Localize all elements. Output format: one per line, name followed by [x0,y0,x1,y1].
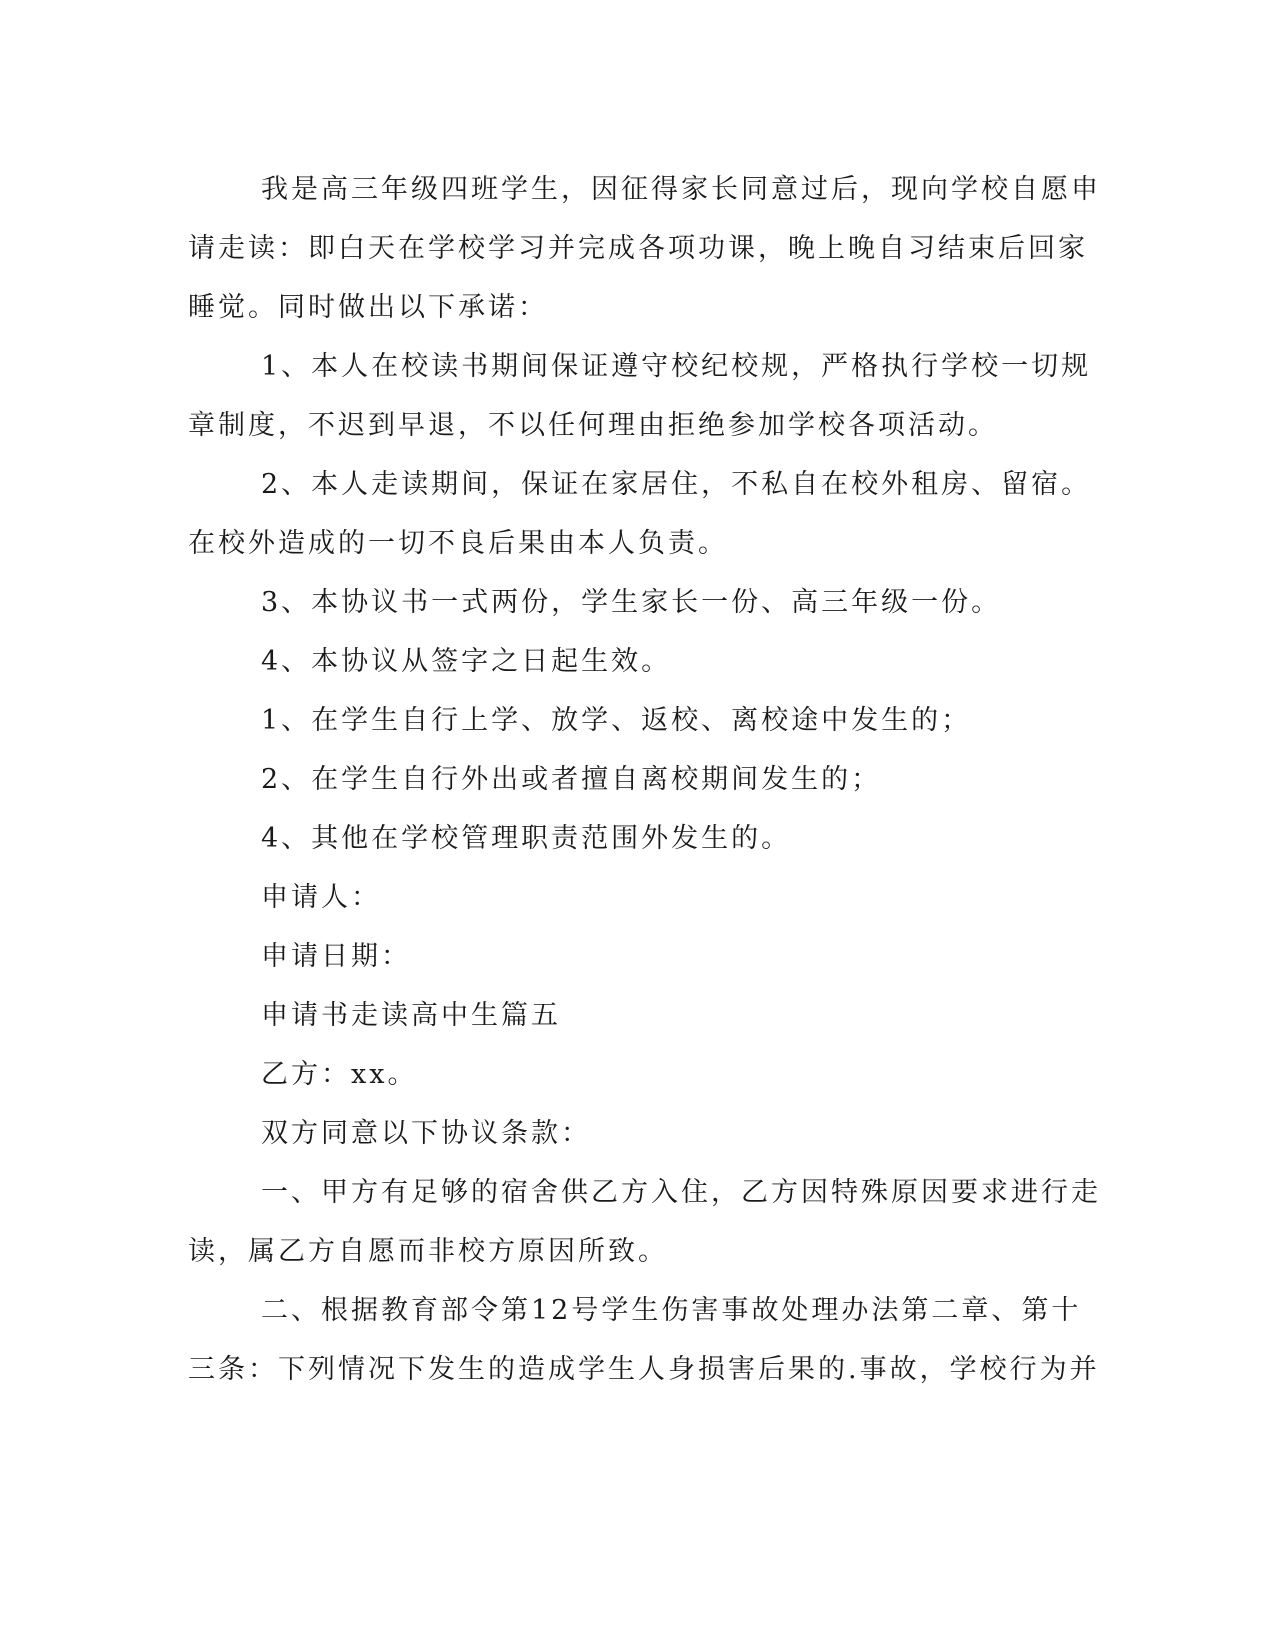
text-line: 4、本协议从签字之日起生效。 [261,646,672,677]
text-line: 睡觉。同时做出以下承诺： [188,292,548,323]
text-line: 我是高三年级四班学生，因征得家长同意过后，现向学校自愿申 [261,174,1101,205]
application-date-label: 申请日期： [261,941,411,972]
text-line: 三条：下列情况下发生的造成学生人身损害后果的.事故，学校行为并 [188,1354,1100,1385]
document-body [188,160,1101,1399]
text-line: 1、本人在校读书期间保证遵守校纪校规，严格执行学校一切规 [261,351,1092,382]
text-line: 读，属乙方自愿而非校方原因所致。 [188,1236,668,1267]
text-line: 1、在学生自行上学、放学、返校、离校途中发生的； [261,705,972,736]
text-line: 双方同意以下协议条款： [261,1118,591,1149]
text-line: 二、根据教育部令第12号学生伤害事故处理办法第二章、第十 [261,1295,1082,1326]
text-line: 章制度，不迟到早退，不以任何理由拒绝参加学校各项活动。 [188,410,998,441]
text-line: 2、在学生自行外出或者擅自离校期间发生的； [261,764,882,795]
applicant-label: 申请人： [261,882,381,913]
party-b-line: 乙方：xx。 [261,1059,418,1090]
text-line: 4、其他在学校管理职责范围外发生的。 [261,823,792,854]
text-line: 在校外造成的一切不良后果由本人负责。 [188,528,728,559]
text-line: 一、甲方有足够的宿舍供乙方入住，乙方因特殊原因要求进行走 [261,1177,1101,1208]
text-line: 请走读：即白天在学校学习并完成各项功课，晚上晚自习结束后回家 [188,233,1088,264]
text-line: 2、本人走读期间，保证在家居住，不私自在校外租房、留宿。 [261,469,1092,500]
text-line: 3、本协议书一式两份，学生家长一份、高三年级一份。 [261,587,1002,618]
section-title: 申请书走读高中生篇五 [261,1000,561,1031]
